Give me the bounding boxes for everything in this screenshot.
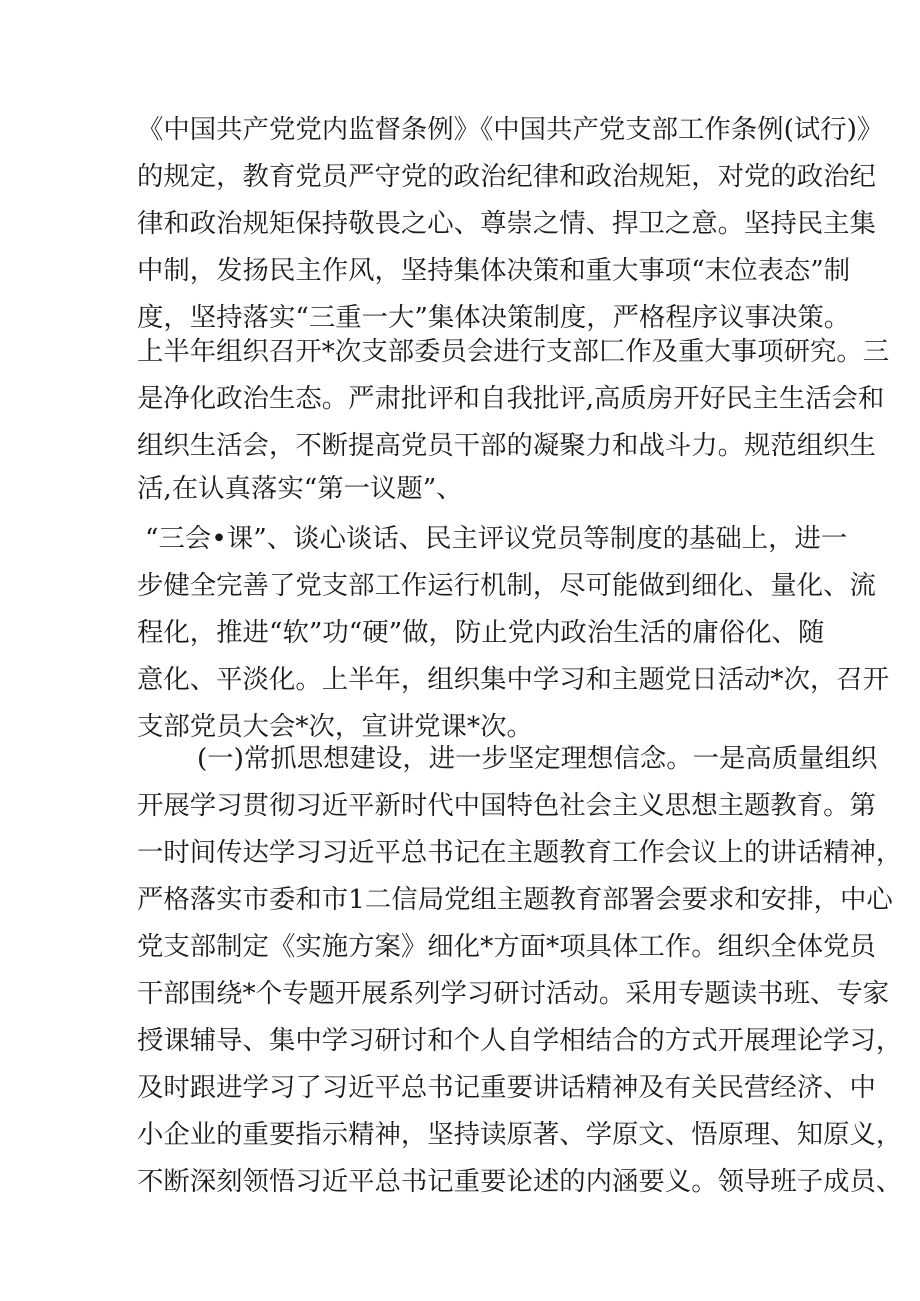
text-line: 上半年组织召开*次支部委员会进行支部匚作及重大事项研究。三 (137, 336, 890, 367)
text-line: 组织生活会，不断提高党员干部的凝聚力和战斗力。规范组织生 (137, 430, 876, 461)
text-line: 不断深刻领悟习近平总书记重要论述的内涵要义。领导班子成员、 (137, 1166, 903, 1197)
text-line: 中制，发扬民主作风，坚持集体决策和重大事项“末位表态”制 (137, 255, 851, 286)
text-line: 及时跟进学习了习近平总书记重要讲话精神及有关民营经济、中 (137, 1072, 876, 1103)
text-line: 干部围绕*个专题开展系列学习研讨活动。采用专题读书班、专家 (137, 978, 890, 1009)
text-line: 度，坚持落实“三重一大”集体决策制度，严格程序议事决策。 (137, 302, 851, 333)
text-line: 授课辅导、集中学习研讨和个人自学相结合的方式开展理论学习， (137, 1025, 903, 1056)
text-line: 步健全完善了党支部工作运行机制，尽可能做到细化、量化、流 (137, 570, 876, 601)
text-line: “三会•课”、谈心谈话、民主评议党员等制度的基础上，进一 (145, 523, 848, 554)
text-line: 意化、平淡化。上半年，组织集中学习和主题党日活动*次，召开 (137, 664, 890, 695)
text-line: 活,在认真落实“第一议题”、 (137, 473, 463, 504)
text-line: 是净化政治生态。严肃批评和自我批评,高质房开好民主生活会和 (137, 383, 885, 414)
text-line: 程化，推进“软”功“硬”做，防止党内政治生活的庸俗化、随 (137, 617, 825, 648)
text-line: 开展学习贯彻习近平新时代中国特色社会主义思想主题教育。第 (137, 790, 876, 821)
text-line: 严格落实市委和市1二信局党组主题教育部署会要求和安排，中心 (137, 884, 893, 915)
text-line: 党支部制定《实施方案》细化*方面*项具体工作。组织全体党员 (137, 931, 876, 962)
text-line: 一时间传达学习习近平总书记在主题教育工作会议上的讲话精神， (137, 837, 903, 868)
text-line: 小企业的重要指示精神，坚持读原著、学原文、悟原理、知原义， (137, 1119, 903, 1150)
text-line: 《中国共产党党内监督条例》《中国共产党支部工作条例(试行)》 (137, 114, 884, 145)
text-line: (一)常抓思想建设，进一步坚定理想信念。一是高质量组织 (197, 743, 878, 774)
text-line: 支部党员大会*次，宣讲党课*次。 (137, 711, 533, 742)
text-line: 的规定，教育党员严守党的政治纪律和政治规矩，对党的政治纪 (137, 161, 876, 192)
text-line: 律和政治规矩保持敬畏之心、尊崇之情、捍卫之意。坚持民主集 (137, 208, 876, 239)
